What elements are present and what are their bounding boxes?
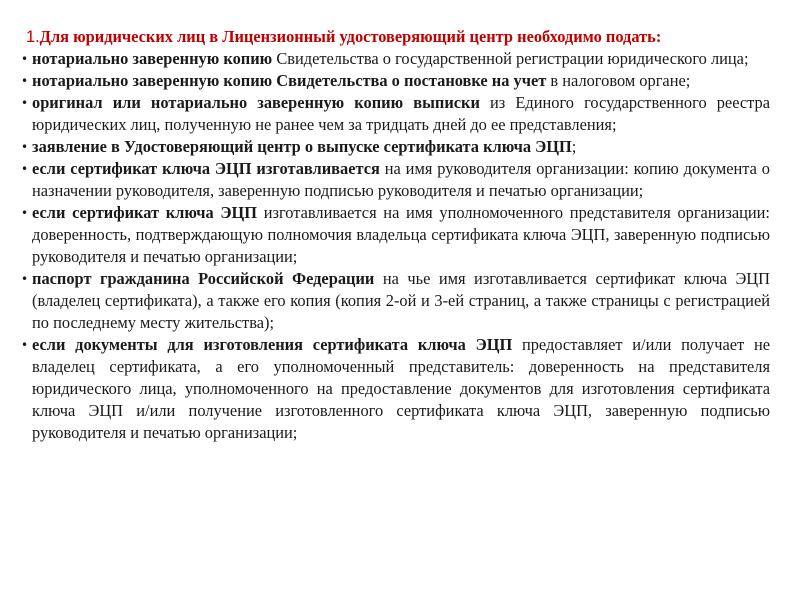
bullet-icon: • xyxy=(21,272,29,286)
item-emphasis: заявление в Удостоверяющий центр о выпуске сертификата ключа ЭЦП xyxy=(32,137,572,156)
item-text: на имя руководителя организации: копию документа о назначении руководителя, заверенную подписью руководителя и печатью организации; xyxy=(32,159,770,200)
item-text: предоставляет и/или получает не владелец сертификата, а его уполномоченный представитель: доверенность на представителя юридического лица, уполномоченного на предоставление документов для изготовления сертификата ключа ЭЦП и/или получение изготовленного сертификата ключа ЭЦП, заверенную подписью руководителя и печатью организации; xyxy=(32,335,770,442)
list-item xyxy=(21,202,770,268)
bullet-icon: • xyxy=(21,140,29,154)
item-emphasis: если сертификат ключа ЭЦП изготавливается xyxy=(32,159,380,178)
list-item xyxy=(21,48,770,70)
list-item xyxy=(21,92,771,136)
item-emphasis: если документы для изготовления сертификата ключа ЭЦП xyxy=(32,335,513,354)
list-item xyxy=(21,70,770,92)
item-emphasis: если сертификат ключа ЭЦП xyxy=(32,203,258,222)
document-body xyxy=(21,26,771,444)
requirements-list xyxy=(21,48,771,444)
item-text: на чье имя изготавливается сертификат ключа ЭЦП (владелец сертификата), а также его копия (копия 2-ой и 3-ей страниц, а также страницы с регистрацией по последнему месту жительства); xyxy=(32,269,770,332)
section-heading xyxy=(26,26,770,48)
bullet-icon: • xyxy=(21,96,29,110)
list-item xyxy=(21,158,770,202)
list-item xyxy=(21,136,770,158)
bullet-icon: • xyxy=(21,74,29,88)
bullet-icon: • xyxy=(21,206,29,220)
item-text: из Единого государственного реестра юридических лиц, полученную не ранее чем за тридцать дней до ее представления; xyxy=(32,93,771,134)
section-heading-text: Для юридических лиц в Лицензионный удостоверяющий центр необходимо подать: xyxy=(39,27,662,46)
item-text: Свидетельства о государственной регистрации юридического лица; xyxy=(272,49,749,68)
list-item xyxy=(21,334,770,444)
section-number: 1. xyxy=(26,28,40,46)
item-text: изготавливается на имя уполномоченного представителя организации: доверенность, подтверждающую полномочия владельца сертификата ключа ЭЦП, заверенную подписью руководителя и печатью организации; xyxy=(32,203,770,266)
item-emphasis: нотариально заверенную копию Свидетельства о постановке на учет xyxy=(32,71,547,90)
bullet-icon: • xyxy=(21,52,29,66)
item-text: ; xyxy=(571,137,577,156)
bullet-icon: • xyxy=(21,162,29,176)
item-emphasis: паспорт гражданина Российской Федерации xyxy=(32,269,375,288)
item-text: в налоговом органе; xyxy=(546,71,691,90)
list-item xyxy=(21,268,770,334)
item-emphasis: оригинал или нотариально заверенную копию выписки xyxy=(32,93,480,112)
bullet-icon: • xyxy=(21,338,29,352)
item-emphasis: нотариально заверенную копию xyxy=(32,49,273,68)
